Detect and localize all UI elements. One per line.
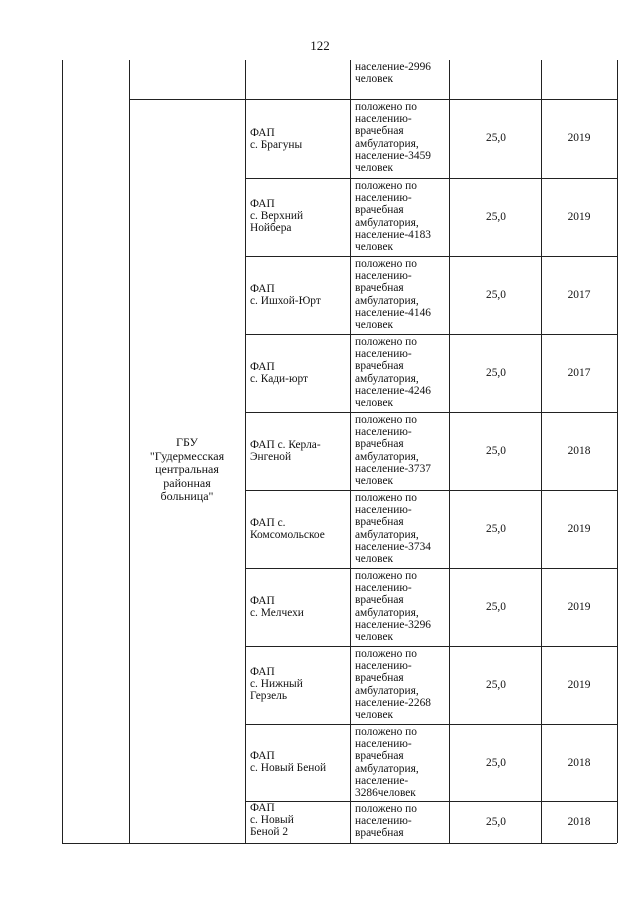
facility-name: ФАП с. Ишхой-Юрт — [250, 283, 321, 308]
grid-line — [617, 60, 618, 843]
year-cell: 2019 — [567, 132, 591, 144]
grid-line — [245, 568, 617, 569]
grid-line — [245, 412, 617, 413]
grid-line — [62, 843, 617, 844]
basis-cell: положено по населению- врачебная амбулатория, население-3737 человек — [355, 414, 431, 488]
facility-name: ФАП с. Кади-юрт — [250, 361, 308, 386]
organization-name: ГБУ "Гудермесская центральная районная больница" — [149, 435, 225, 503]
year-cell: 2018 — [567, 816, 591, 828]
facility-name: ФАП с. Нижный Герзель — [250, 666, 303, 703]
basis-cell: положено по населению- врачебная амбулатория, население-3459 человек — [355, 101, 431, 175]
facility-name: ФАП с. Керла- Энгеной — [250, 439, 321, 464]
year-cell: 2017 — [567, 367, 591, 379]
grid-line — [245, 724, 617, 725]
facility-name: ФАП с. Новый Беной — [250, 750, 327, 775]
basis-cell: положено по населению- врачебная амбулатория, население-3734 человек — [355, 492, 431, 566]
year-cell: 2019 — [567, 601, 591, 613]
value-cell: 25,0 — [486, 523, 506, 535]
grid-line — [245, 178, 617, 179]
value-cell: 25,0 — [486, 132, 506, 144]
year-cell: 2019 — [567, 523, 591, 535]
year-cell: 2018 — [567, 757, 591, 769]
basis-cell: положено по населению- врачебная амбулатория, население-4246 человек — [355, 336, 431, 410]
year-cell: 2019 — [567, 679, 591, 691]
year-cell: 2019 — [567, 211, 591, 223]
basis-cell: положено по населению- врачебная амбулатория, население-4183 человек — [355, 180, 431, 254]
basis-cell: положено по населению- врачебная амбулатория, население-4146 человек — [355, 258, 431, 332]
value-cell: 25,0 — [486, 679, 506, 691]
basis-cell: положено по населению- врачебная амбулатория, население-2268 человек — [355, 648, 431, 722]
year-cell: 2017 — [567, 289, 591, 301]
facility-name: ФАП с. Верхний Нойбера — [250, 198, 304, 235]
value-cell: 25,0 — [486, 445, 506, 457]
value-cell: 25,0 — [486, 601, 506, 613]
grid-line — [245, 334, 617, 335]
year-cell: 2018 — [567, 445, 591, 457]
grid-line — [129, 99, 617, 100]
facility-name: ФАП с. Комсомольское — [250, 517, 325, 542]
value-cell: 25,0 — [486, 367, 506, 379]
value-cell: 25,0 — [486, 289, 506, 301]
facility-name: ФАП с. Брагуны — [250, 127, 303, 152]
value-cell: 25,0 — [486, 816, 506, 828]
page-number: 122 — [310, 38, 330, 53]
grid-line — [245, 256, 617, 257]
basis-cell: население-2996 человек — [355, 61, 431, 86]
value-cell: 25,0 — [486, 757, 506, 769]
facility-name: ФАП с. Мелчехи — [250, 595, 304, 620]
grid-line — [129, 60, 130, 843]
grid-line — [245, 490, 617, 491]
basis-cell: положено по населению- врачебная амбулатория, население- 3286человек — [355, 726, 419, 800]
value-cell: 25,0 — [486, 211, 506, 223]
basis-cell: положено по населению- врачебная амбулатория, население-3296 человек — [355, 570, 431, 644]
basis-cell: положено по населению- врачебная — [355, 803, 417, 840]
facility-name: ФАП с. Новый Беной 2 — [250, 802, 294, 839]
grid-line — [62, 60, 63, 843]
grid-line — [245, 646, 617, 647]
